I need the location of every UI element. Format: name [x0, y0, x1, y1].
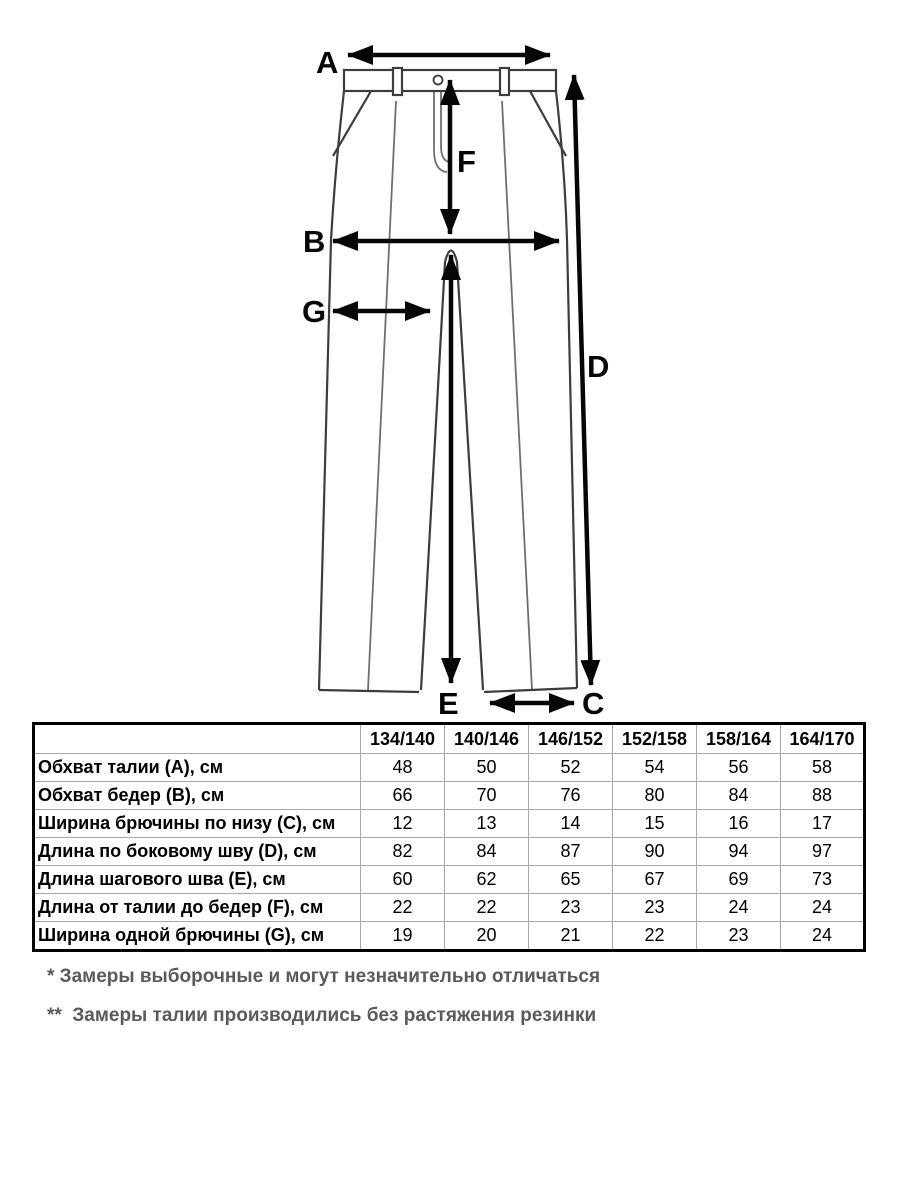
right-belt-loop: [500, 68, 509, 95]
cell: 48: [361, 754, 445, 782]
table-row-side-seam: [34, 838, 865, 866]
measure-label-a: A: [316, 45, 339, 80]
size-header-row: [34, 724, 865, 754]
cell: 19: [361, 922, 445, 951]
cell: 69: [697, 866, 781, 894]
cell: 84: [697, 782, 781, 810]
measurement-labels: [302, 45, 609, 720]
table-row-hips: [34, 782, 865, 810]
footnote-waist-elastic: ** Замеры талии производились без растяжения резинки: [47, 1005, 597, 1026]
row-label: Обхват талии (A), см: [34, 754, 361, 782]
cell: 12: [361, 810, 445, 838]
left-hem: [319, 690, 419, 692]
row-label: Обхват бедер (B), см: [34, 782, 361, 810]
footnote-sampling: * Замеры выборочные и могут незначительно отличаться: [47, 966, 601, 987]
measure-label-f: F: [457, 144, 476, 179]
cell: 56: [697, 754, 781, 782]
cell: 15: [613, 810, 697, 838]
table-row-leg-bottom-width: [34, 810, 865, 838]
measure-label-g: G: [302, 294, 327, 329]
right-hem: [484, 688, 577, 692]
cell: 22: [361, 894, 445, 922]
left-pocket-line: [333, 91, 371, 156]
row-label: Длина шагового шва (E), см: [34, 866, 361, 894]
cell: 82: [361, 838, 445, 866]
row-label: Ширина брючины по низу (C), см: [34, 810, 361, 838]
cell: 23: [529, 894, 613, 922]
cell: 60: [361, 866, 445, 894]
cell: 16: [697, 810, 781, 838]
table-row-waist-to-hip: [34, 894, 865, 922]
waist-button: [434, 76, 443, 85]
size-header: 164/170: [781, 724, 865, 754]
cell: 97: [781, 838, 865, 866]
cell: 23: [697, 922, 781, 951]
cell: 24: [697, 894, 781, 922]
cell: 84: [445, 838, 529, 866]
cell: 24: [781, 922, 865, 951]
right-pocket-line: [530, 91, 566, 156]
footnotes: [47, 966, 847, 1044]
cell: 67: [613, 866, 697, 894]
cell: 58: [781, 754, 865, 782]
cell: 13: [445, 810, 529, 838]
cell: 70: [445, 782, 529, 810]
measure-label-b: B: [303, 224, 326, 259]
cell: 14: [529, 810, 613, 838]
cell: 50: [445, 754, 529, 782]
cell: 22: [445, 894, 529, 922]
measure-label-d: D: [587, 349, 610, 384]
cell: 23: [613, 894, 697, 922]
size-table: [32, 722, 866, 952]
cell: 94: [697, 838, 781, 866]
cell: 90: [613, 838, 697, 866]
row-label: Ширина одной брючины (G), см: [34, 922, 361, 951]
size-header: 158/164: [697, 724, 781, 754]
size-header: 152/158: [613, 724, 697, 754]
measure-label-e: E: [438, 686, 459, 720]
cell: 21: [529, 922, 613, 951]
cell: 65: [529, 866, 613, 894]
corner-cell: [34, 724, 361, 754]
cell: 73: [781, 866, 865, 894]
cell: 20: [445, 922, 529, 951]
right-crease: [502, 101, 532, 690]
cell: 52: [529, 754, 613, 782]
cell: 54: [613, 754, 697, 782]
measure-label-c: C: [582, 686, 605, 720]
cell: 62: [445, 866, 529, 894]
left-crease: [368, 101, 396, 690]
row-label: Длина от талии до бедер (F), см: [34, 894, 361, 922]
left-outer-seam: [319, 91, 344, 690]
cell: 87: [529, 838, 613, 866]
table-row-inseam: [34, 866, 865, 894]
cell: 80: [613, 782, 697, 810]
table-row-waist: [34, 754, 865, 782]
left-belt-loop: [393, 68, 402, 95]
size-header: 134/140: [361, 724, 445, 754]
cell: 24: [781, 894, 865, 922]
cell: 88: [781, 782, 865, 810]
cell: 76: [529, 782, 613, 810]
size-header: 140/146: [445, 724, 529, 754]
cell: 66: [361, 782, 445, 810]
cell: 22: [613, 922, 697, 951]
row-label: Длина по боковому шву (D), см: [34, 838, 361, 866]
cell: 17: [781, 810, 865, 838]
size-header: 146/152: [529, 724, 613, 754]
right-outer-seam: [556, 91, 577, 688]
table-row-one-leg-width: [34, 922, 865, 951]
